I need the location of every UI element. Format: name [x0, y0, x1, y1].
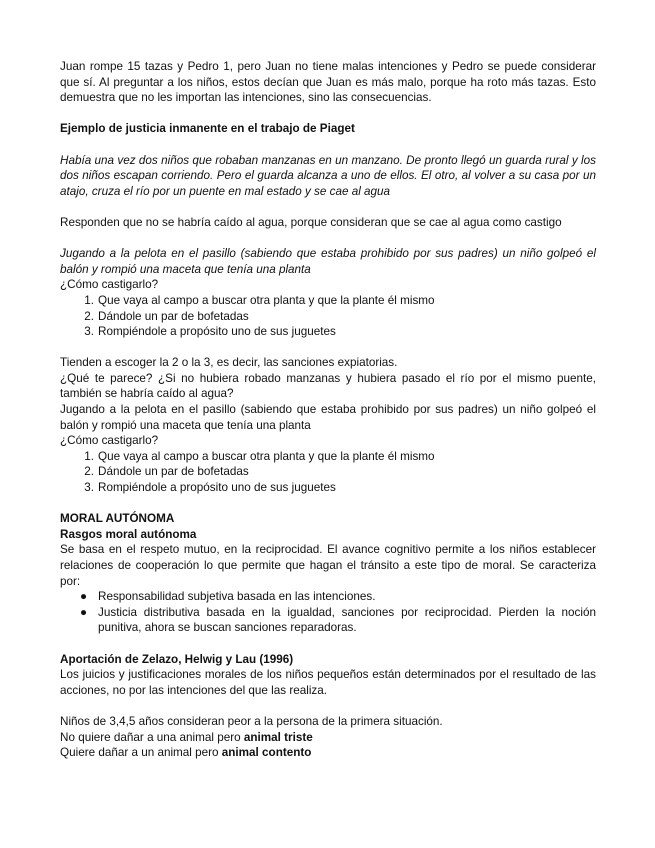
question-paragraph: ¿Qué te parece? ¿Si no hubiera robado manzanas y hubiera pasado el río por el mismo puente, también se habría caído al agua? [60, 371, 596, 401]
situation-line-1: No quiere dañar a una animal pero animal triste [60, 730, 313, 744]
bullet-icon: ● [80, 605, 88, 619]
subheading-rasgos: Rasgos moral autónoma [60, 527, 197, 541]
list-item: 2. Dándole un par de bofetadas [84, 309, 249, 323]
document-page [60, 59, 596, 761]
list-item: ● Justicia distributiva basada en la igualdad, sanciones por reciprocidad. Pierden la noción punitiva, ahora se buscan sanciones reparadoras. [80, 605, 596, 635]
question-castigo-1: ¿Cómo castigarlo? [60, 278, 159, 292]
list-item: 1. Que vaya al campo a buscar otra planta y que la plante él mismo [84, 449, 435, 463]
section-heading-moral-autonoma: MORAL AUTÓNOMA [60, 512, 175, 526]
section-heading-zelazo: Aportación de Zelazo, Helwig y Lau (1996) [60, 652, 294, 666]
situation-line-2: Quiere dañar a un animal pero animal contento [60, 746, 312, 760]
traits-list [60, 589, 596, 636]
response-paragraph: Responden que no se habría caído al agua, porque consideran que se cae al agua como castigo [60, 215, 562, 229]
bullet-icon: ● [80, 590, 88, 604]
zelazo-paragraph: Los juicios y justificaciones morales de los niños pequeños están determinados por el resultado de las acciones, no por las intenciones del que las realiza. [60, 668, 596, 697]
list-item: 2. Dándole un par de bofetadas [84, 465, 249, 479]
intro-paragraph: Juan rompe 15 tazas y Pedro 1, pero Juan no tiene malas intenciones y Pedro se puede considerar que sí. Al preguntar a los niños, estos decían que Juan es más malo, porque ha roto más tazas. Esto demuestra que no les importan las intenciones, sino las consecuencias. [60, 60, 596, 105]
list-item: ● Responsabilidad subjetiva basada en las intenciones. [80, 590, 376, 604]
story-pelota-plain: Jugando a la pelota en el pasillo (sabiendo que estaba prohibido por sus padres) un niño golpeó el balón y rompió una maceta que tenía una planta [60, 403, 596, 432]
ninos-paragraph: Niños de 3,4,5 años consideran peor a la persona de la primera situación. [60, 714, 443, 728]
story-manzanas: Había una vez dos niños que robaban manzanas en un manzano. De pronto llegó un guarda rural y los dos niños escapan corriendo. Pero el guarda alcanza a uno de ellos. El otro, al volver a su casa por un atajo, cruza el río por un puente en mal estado y se cae al agua [60, 153, 596, 198]
respeto-paragraph: Se basa en el respeto mutuo, en la reciprocidad. El avance cognitivo permite a los niños establecer relaciones de cooperación lo que permite que hagan el tránsito a este tipo de moral. Se caracteriza por: [60, 543, 596, 588]
expiatory-paragraph: Tienden a escoger la 2 o la 3, es decir, las sanciones expiatorias. [60, 356, 398, 370]
list-item: 1. Que vaya al campo a buscar otra planta y que la plante él mismo [84, 293, 435, 307]
punishment-list-2 [60, 449, 596, 496]
section-heading-justicia: Ejemplo de justicia inmanente en el trabajo de Piaget [60, 122, 355, 136]
punishment-list-1 [60, 293, 596, 340]
question-castigo-2: ¿Cómo castigarlo? [60, 434, 159, 448]
list-item: 3. Rompiéndole a propósito uno de sus juguetes [84, 325, 336, 339]
list-item: 3. Rompiéndole a propósito uno de sus juguetes [84, 481, 336, 495]
story-pelota: Jugando a la pelota en el pasillo (sabiendo que estaba prohibido por sus padres) un niño golpeó el balón y rompió una maceta que tenía una planta [60, 247, 596, 276]
